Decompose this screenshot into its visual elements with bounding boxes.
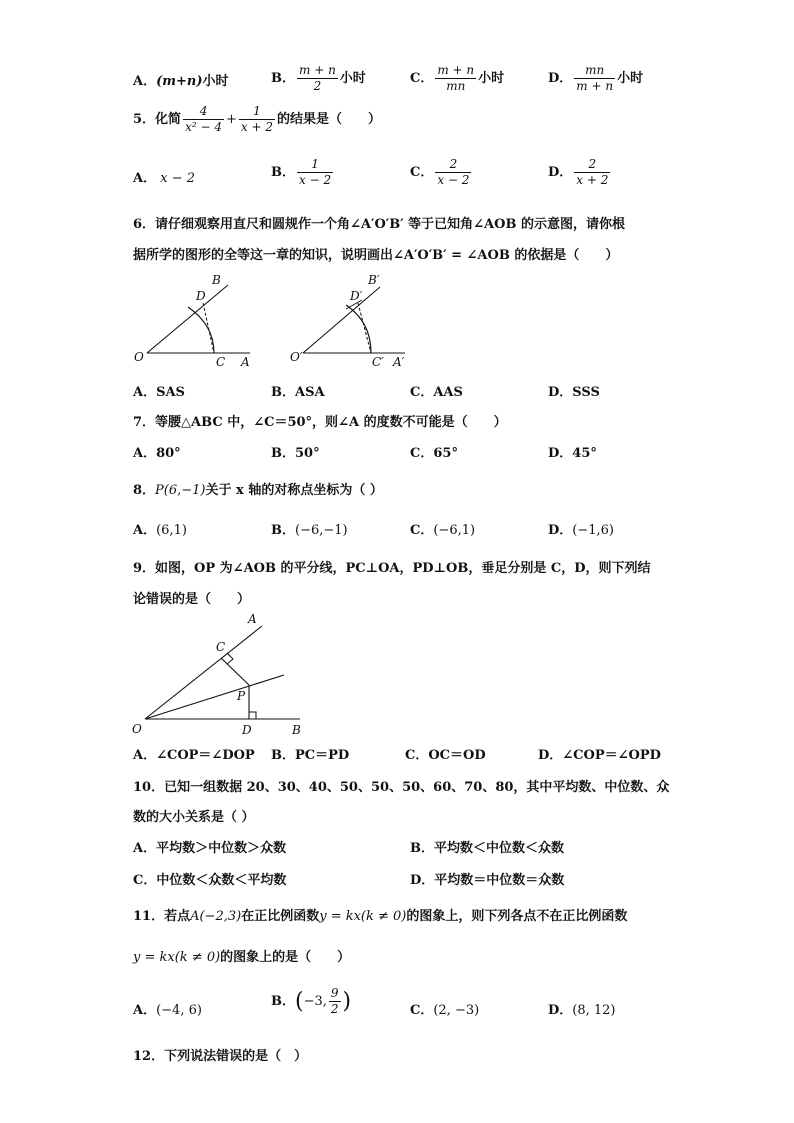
q9-option-d: D．∠COP＝∠OPD	[538, 748, 661, 763]
q8-option-d: D．(−1,6)	[548, 523, 614, 538]
q8-point: P(6,−1)	[155, 483, 206, 498]
q6-stem-line1: 6．请仔细观察用直尺和圆规作一个角∠A′O′B′ 等于已知角∠AOB 的示意图，请你根	[133, 217, 625, 232]
fig2-label-b: B′	[368, 273, 380, 287]
q9-label-p: P	[237, 689, 246, 703]
q9-label-o: O	[132, 722, 142, 736]
fig2-label-c: C′	[372, 355, 384, 369]
q11-stem-line2: y = kx(k ≠ 0)的图象上的是（ ）	[133, 950, 351, 965]
q8-option-a: A．(6,1)	[133, 523, 187, 538]
q6-option-d: D．SSS	[548, 385, 600, 400]
q4-option-c: C． $\frac{m + n}{mn}$ 小时	[410, 63, 505, 93]
q5-option-a: A． x − 2	[133, 171, 195, 186]
q6-option-a: A．SAS	[133, 385, 185, 400]
q12-stem: 12．下列说法错误的是（ ）	[133, 1049, 308, 1064]
fig1-label-o: O	[134, 350, 144, 364]
q7-option-b: B．50°	[271, 446, 320, 461]
fig2-label-o: O′	[290, 350, 303, 364]
q11-option-d: D．(8, 12)	[548, 1003, 616, 1018]
q9-option-c: C．OC＝OD	[405, 748, 486, 763]
q10-option-d: D．平均数＝中位数＝众数	[410, 873, 565, 888]
q10-stem-line1: 10．已知一组数据 20、30、40、50、50、50、60、70、80，其中平均数、中位数、众	[133, 780, 670, 795]
fig2-label-a: A′	[393, 355, 405, 369]
q7-option-a: A．80°	[133, 446, 181, 461]
q5-stem: 5．化简 $\frac{4}{\text{x² − 4}}$ + $\frac{1}{x + 2}$ 的结果是（ ）	[133, 104, 381, 134]
fig1-label-a: A	[241, 355, 250, 369]
q5-option-c: C． $\frac{2}{x - 2}$	[410, 157, 470, 187]
q9-label-c: C	[216, 640, 226, 654]
q9-option-b: B．PC＝PD	[271, 748, 350, 763]
q9-option-a: A．∠COP＝∠DOP	[133, 748, 255, 763]
q9-label-a: A	[248, 612, 257, 626]
q10-option-c: C．中位数＜众数＜平均数	[133, 873, 287, 888]
q10-option-b: B．平均数＜中位数＜众数	[410, 841, 564, 856]
fig2-label-d: D′	[350, 289, 363, 303]
q9-label-b: B	[292, 723, 301, 737]
q7-stem: 7．等腰△ABC 中，∠C＝50°，则∠A 的度数不可能是（ ）	[133, 415, 507, 430]
q11-option-b: B．(−3, $\frac{9}{2}$ )	[271, 986, 352, 1016]
q8-option-b: B．(−6,−1)	[271, 523, 348, 538]
q6-stem-line2: 据所学的图形的全等这一章的知识，说明画出∠A′O′B′ = ∠AOB 的依据是（ ）	[133, 248, 619, 263]
q4-option-b: B． $\frac{m + n}{2}$ 小时	[271, 63, 366, 93]
fig1-label-c: C	[216, 355, 226, 369]
q8-option-c: C．(−6,1)	[410, 523, 476, 538]
q6-option-b: B．ASA	[271, 385, 325, 400]
q9-stem-line1: 9．如图，OP 为∠AOB 的平分线，PC⊥OA，PD⊥OB，垂足分别是 C，D，则下列结	[133, 561, 651, 576]
q11-option-c: C．(2, −3)	[410, 1003, 480, 1018]
q8-stem: 8．P(6,−1)关于 x 轴的对称点坐标为（ ）	[133, 483, 383, 498]
q11-option-a: A．(−4, 6)	[133, 1003, 202, 1018]
q6-option-c: C．AAS	[410, 385, 463, 400]
q5-option-b: B． $\frac{1}{x - 2}$	[271, 157, 332, 187]
q11-stem-line1: 11．若点A(−2,3)在正比例函数y = kx(k ≠ 0)的图象上，则下列各点不在正比例函数	[133, 909, 628, 924]
q4-option-d: D． $\frac{mn}{m + n}$ 小时	[548, 63, 644, 93]
q4-option-a: A．(m+n)小时	[133, 74, 229, 89]
q7-option-c: C．65°	[410, 446, 458, 461]
fig1-label-d: D	[196, 289, 206, 303]
q10-stem-line2: 数的大小关系是（ ）	[133, 810, 255, 825]
q10-option-a: A．平均数＞中位数＞众数	[133, 841, 287, 856]
q5-option-d: D． $\frac{2}{x + 2}$	[548, 157, 609, 187]
q9-stem-line2: 论错误的是（ ）	[133, 592, 251, 607]
fig1-label-b: B	[212, 273, 221, 287]
q9-label-d: D	[242, 723, 252, 737]
q7-option-d: D．45°	[548, 446, 597, 461]
